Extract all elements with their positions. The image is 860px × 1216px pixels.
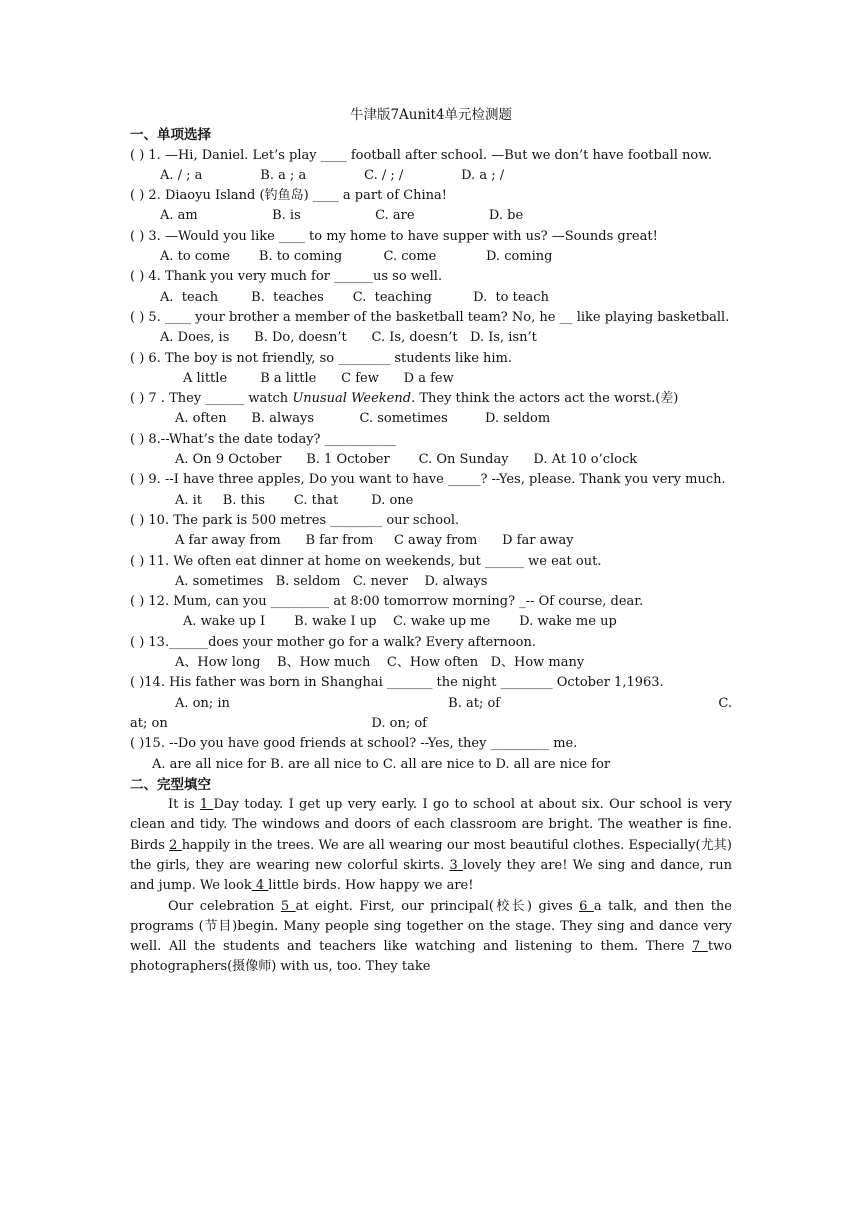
question-9: ( ) 9. --I have three apples, Do you want to have _____? --Yes, please. Thank you very much. [130, 472, 726, 488]
question-12: ( ) 12. Mum, can you _________ at 8:00 tomorrow morning? _-- Of course, dear. [130, 594, 644, 610]
question-7-stem-post: . They think the actors act the worst.(差) [411, 391, 679, 407]
question-1: ( ) 1. —Hi, Daniel. Let’s play ____ football after school. —But we don’t have football now. [130, 147, 712, 163]
question-14-option-d: D. on; of [371, 715, 427, 731]
blank-4: 4 [251, 878, 269, 894]
question-14-option-b: B. at; of [448, 695, 501, 711]
page-title: 牛津版7Aunit4单元检测题 [349, 107, 513, 123]
question-14-option-c-text: at; on [130, 715, 168, 731]
question-9-options: A. it B. this C. that D. one [175, 492, 414, 508]
question-2: ( ) 2. Diaoyu Island (钓鱼岛) ____ a part of China! [130, 188, 448, 204]
question-14-options-row-2 [130, 714, 732, 734]
question-1-options: A. / ; a B. a ; a C. / ; / D. a ; / [160, 167, 505, 183]
question-10: ( ) 10. The park is 500 metres ________ our school. [130, 512, 460, 528]
document-body [130, 105, 732, 978]
question-4: ( ) 4. Thank you very much for ______us so well. [130, 269, 443, 285]
blank-3: 3 [449, 857, 463, 873]
question-7-options: A. often B. always C. sometimes D. seldom [175, 411, 551, 427]
question-15: ( )15. --Do you have good friends at school? --Yes, they _________ me. [130, 736, 578, 752]
section-heading-cloze: 二、完型填空 [130, 776, 211, 793]
question-2-options: A. am B. is C. are D. be [160, 208, 524, 224]
blank-2: 2 [169, 837, 182, 853]
cloze-text: happily in the trees. We are all wearing our most beautiful clothes. Especially(尤其) the girls, they are wearing new colorful skirts. [130, 837, 732, 873]
section-heading-choice: 一、单项选择 [130, 127, 211, 144]
cloze-text: It is [168, 797, 200, 813]
cloze-paragraph-1 [130, 795, 732, 896]
blank-5: 5 [280, 898, 296, 914]
question-14-option-a: A. on; in [175, 695, 230, 711]
cloze-text: little birds. How happy we are! [268, 878, 474, 894]
question-10-options: A far away from B far from C away from D far away [175, 533, 574, 549]
question-3-options: A. to come B. to coming C. come D. coming [160, 249, 553, 265]
cloze-text: Our celebration [168, 898, 281, 914]
question-7-stem-pre: ( ) 7 . They ______ watch [130, 391, 293, 407]
question-8: ( ) 8.--What’s the date today? ___________ [130, 431, 397, 447]
cloze-text: lovely they are! We sing and dance, run and jump. We look [130, 857, 732, 894]
cloze-text: a talk, and then the programs (节目)begin. Many people sing together on the stage. They sing and dance very well. All the students and teachers like watching and listening to them. There [130, 898, 732, 955]
question-14-option-c: C. [718, 695, 732, 711]
question-8-options: A. On 9 October B. 1 October C. On Sunday D. At 10 o’clock [175, 452, 638, 468]
cloze-text: two photographers(摄像师) with us, too. They take [130, 939, 732, 975]
question-11-options: A. sometimes B. seldom C. never D. always [175, 573, 488, 589]
question-13-options: A、How long B、How much C、How often D、How many [175, 655, 585, 671]
question-5-options: A. Does, is B. Do, doesn’t C. Is, doesn’t D. Is, isn’t [160, 330, 537, 346]
cloze-paragraph-2 [130, 897, 732, 978]
question-7-stem-title: Unusual Weekend [292, 391, 412, 407]
question-11: ( ) 11. We often eat dinner at home on weekends, but ______ we eat out. [130, 553, 602, 569]
blank-1: 1 [199, 797, 214, 813]
blank-6: 6 [579, 898, 594, 914]
blank-7: 7 [691, 939, 708, 955]
question-6: ( ) 6. The boy is not friendly, so ________ students like him. [130, 350, 513, 366]
question-15-options: A. are all nice for B. are all nice to C. all are nice to D. all are nice for [152, 756, 611, 772]
question-13: ( ) 13.______does your mother go for a walk? Every afternoon. [130, 634, 537, 650]
cloze-text: Day today. I get up very early. I go to school at about six. Our school is very clean and tidy. The windows and doors of each classroom are bright. The weather is fine. Birds [130, 797, 732, 853]
question-14: ( )14. His father was born in Shanghai _______ the night ________ October 1,1963. [130, 675, 664, 691]
question-7 [130, 389, 732, 409]
question-14-options-row [130, 694, 732, 714]
question-6-options: A little B a little C few D a few [183, 370, 454, 386]
question-3: ( ) 3. —Would you like ____ to my home to have supper with us? —Sounds great! [130, 228, 658, 244]
cloze-text: at eight. First, our principal(校长) gives [295, 898, 580, 914]
question-4-options: A. teach B. teaches C. teaching D. to teach [160, 289, 549, 305]
question-12-options: A. wake up I B. wake I up C. wake up me D. wake me up [183, 614, 617, 630]
question-5: ( ) 5. ____ your brother a member of the basketball team? No, he __ like playing basketball. [130, 309, 730, 325]
